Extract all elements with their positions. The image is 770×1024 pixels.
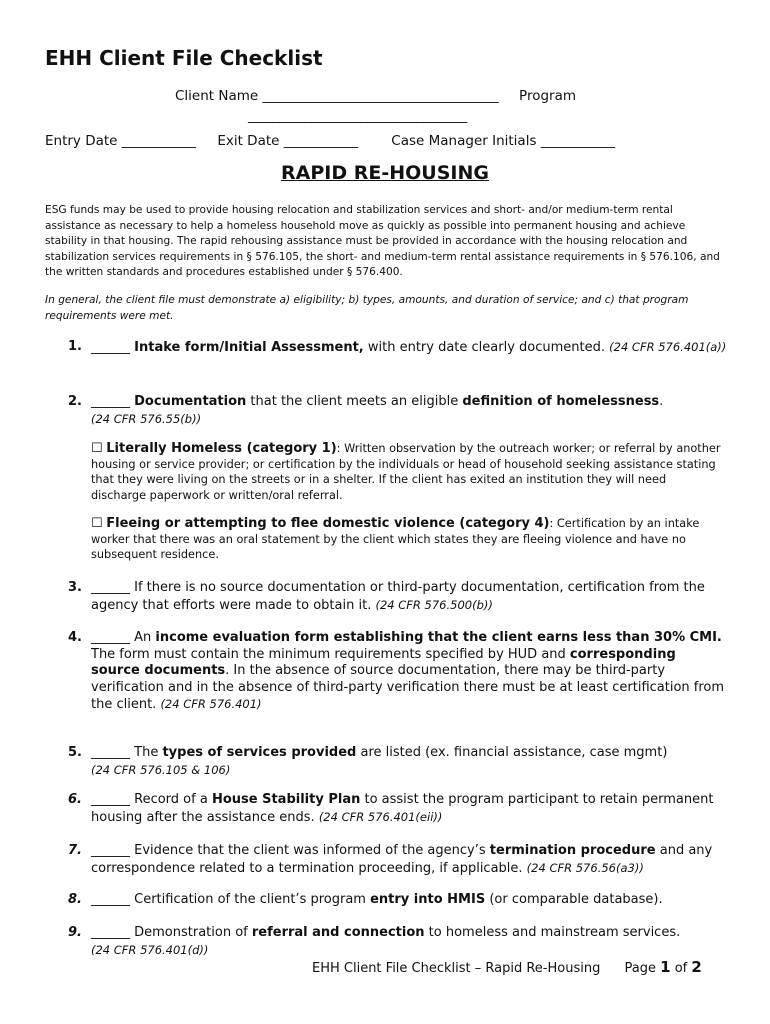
case-manager-initials-field: Case Manager Initials ___________	[391, 133, 616, 149]
checklist-item-5: 5. ______ The types of services provided are listed (ex. financial assistance, case mgmt) (24 CFR 576.105 & 106)	[68, 745, 668, 777]
checklist-item-4: 4. ______ An income evaluation form establishing that the client earns less than 30% CMI. The form must contain the minimum requirements specified by HUD and corresponding source documents. In the absence of source documentation, there may be third-party verification and in the absence of third-party verification there must be at least certification from the client. (24 CFR 576.401)	[68, 630, 725, 712]
footer-title: EHH Client File Checklist – Rapid Re-Housing	[312, 961, 601, 976]
dates-line	[45, 133, 632, 149]
program-label: Program	[519, 88, 577, 104]
checklist-item-1: 1. ______ Intake form/Initial Assessment, with entry date clearly documented. (24 CFR 576.401(a))	[68, 339, 727, 355]
client-name-field: Client Name ___________________________________	[175, 88, 499, 104]
checklist-item-9: 9. ______ Demonstration of referral and connection to homeless and mainstream services. (24 CFR 576.401(d))	[68, 925, 681, 957]
program-field-line: ___________________________________	[248, 108, 467, 124]
checklist-item-6: 6. ______ Record of a House Stability Plan to assist the program participant to retain permanent housing after the assistance ends. (24 CFR 576.401(eii))	[68, 792, 714, 825]
entry-date-field: Entry Date ___________	[45, 133, 197, 149]
exit-date-field: Exit Date ___________	[217, 133, 358, 149]
document-title: EHH Client File Checklist	[45, 46, 323, 70]
page-number: Page 1 of 2	[624, 958, 702, 976]
homeless-category-1: ☐ Literally Homeless (category 1): Written observation by the outreach worker; or referral by another housing or service provider; or certification by the individuals or head of household seeking assistance stating that they were living on the streets or in a shelter. If the client has exited an institution they will need discharge paperwork or written/oral referral.	[91, 441, 721, 502]
client-program-line	[175, 88, 576, 104]
homeless-category-4: ☐ Fleeing or attempting to flee domestic violence (category 4): Certification by an intake worker that there was an oral statement by the client which states they are fleeing violence and have no subsequent residence.	[91, 516, 700, 561]
category-1-checkbox[interactable]: ☐	[91, 441, 103, 456]
checklist-item-7: 7. ______ Evidence that the client was informed of the agency’s termination procedure and any correspondence related to a termination proceeding, if applicable. (24 CFR 576.56(a3))	[68, 843, 713, 876]
general-requirements-note: In general, the client file must demonstrate a) eligibility; b) types, amounts, and duration of service; and c) that program requirements were met.	[45, 294, 689, 322]
category-4-checkbox[interactable]: ☐	[91, 516, 103, 531]
checklist-item-3: 3. ______ If there is no source documentation or third-party documentation, certification from the agency that efforts were made to obtain it. (24 CFR 576.500(b))	[68, 580, 705, 613]
checklist-item-8: 8. ______ Certification of the client’s program entry into HMIS (or comparable database).	[68, 892, 663, 907]
checklist-item-2: 2. ______ Documentation that the client meets an eligible definition of homelessness. (24 CFR 576.55(b))	[68, 394, 664, 426]
page-footer	[312, 958, 702, 976]
section-heading: RAPID RE-HOUSING	[281, 162, 489, 184]
intro-paragraph: ESG funds may be used to provide housing relocation and stabilization services and short- and/or medium-term rental assistance as necessary to help a homeless household move as quickly as possible into permanent housing and achieve stability in that housing. The rapid rehousing assistance must be provided in accordance with the housing relocation and stabilization services requirements in § 576.105, the short- and medium-term rental assistance requirements in § 576.106, and the written standards and procedures established under § 576.400.	[45, 204, 720, 278]
